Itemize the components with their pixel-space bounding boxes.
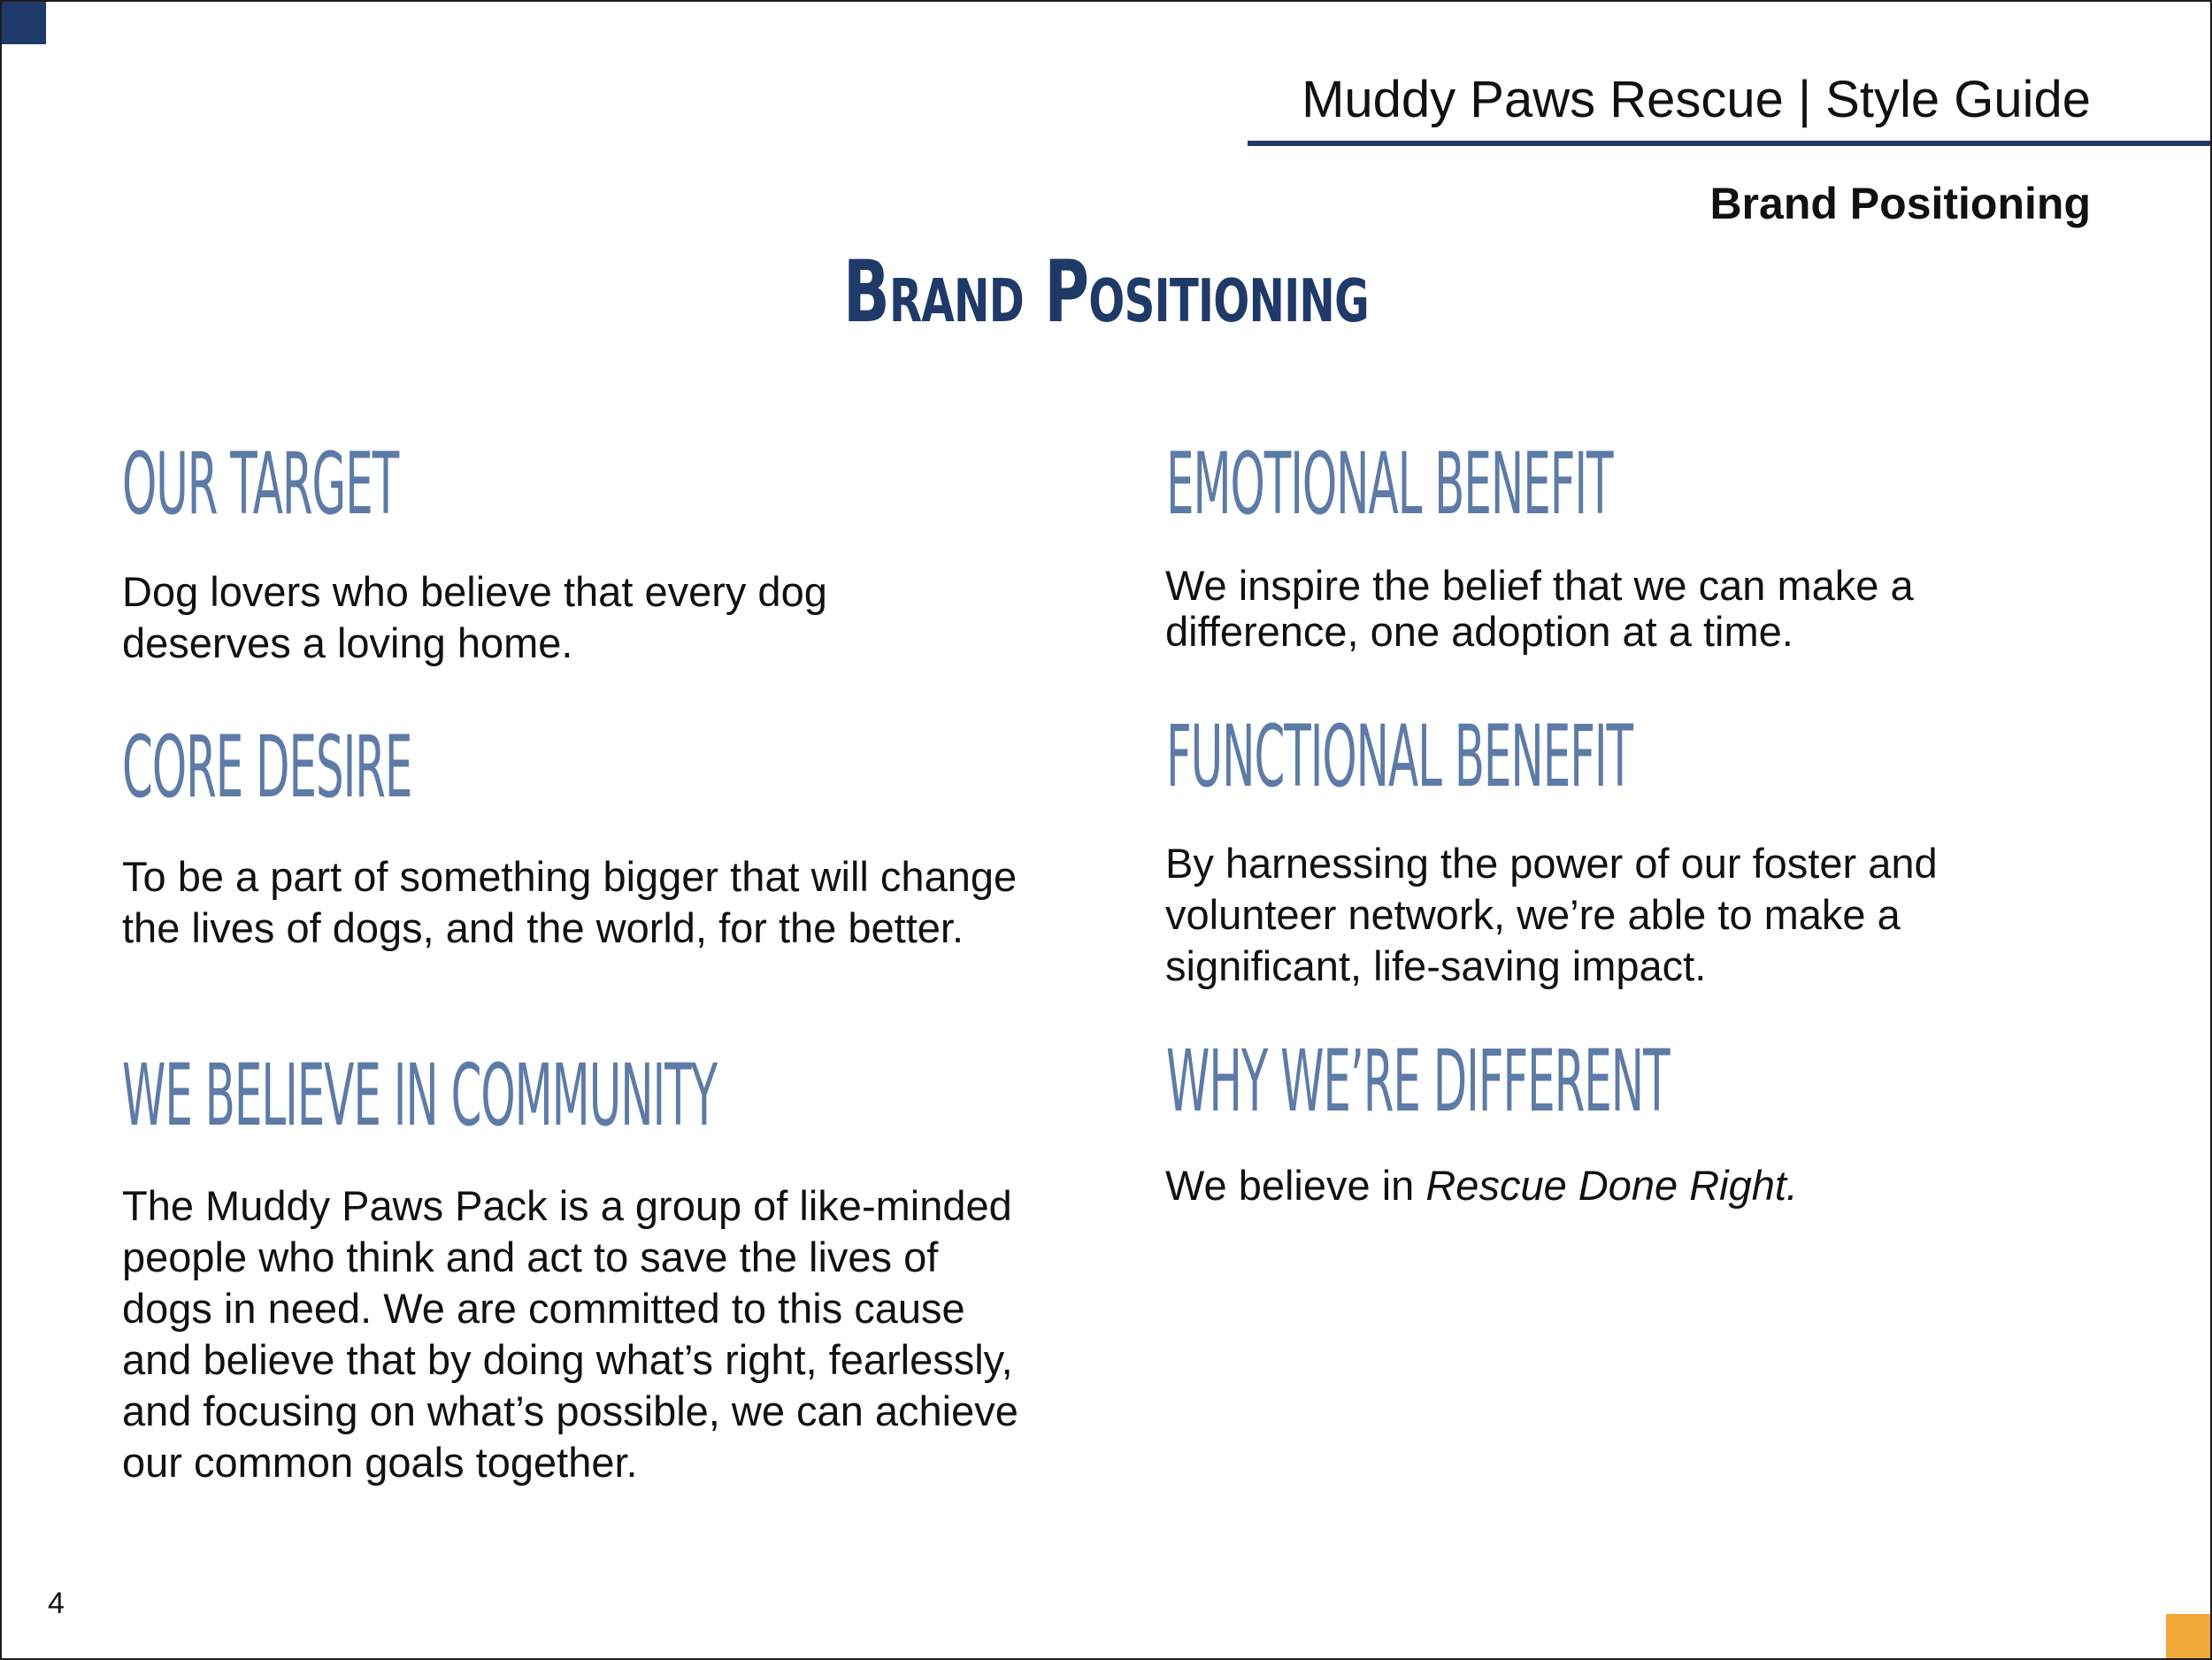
- functional-benefit-heading: FUNCTIONAL BENEFIT: [1166, 707, 1633, 806]
- our-target-body: Dog lovers who believe that every dog deserves a loving home.: [122, 568, 827, 666]
- our-target-heading: OUR TARGET: [122, 434, 399, 534]
- section-label: Brand Positioning: [1709, 179, 2091, 228]
- emotional-benefit-body: We inspire the belief that we can make a difference, one adoption at a time.: [1165, 562, 1914, 655]
- page-title: Brand Positioning: [843, 242, 1369, 342]
- why-different-emphasis: Rescue Done Right.: [1425, 1162, 1798, 1209]
- core-desire-heading: CORE DESIRE: [122, 718, 412, 817]
- community-body: The Muddy Paws Pack is a group of like-minded people who think and act to save the lives of dogs in need. We are committed to this cause and believe that by doing what’s right, fearlessly, and focusing on what’s possible, we can achieve our common goals together.: [122, 1182, 1018, 1486]
- community-heading: WE BELIEVE IN COMMUNITY: [122, 1046, 718, 1145]
- core-desire-body: To be a part of something bigger that will change the lives of dogs, and the world, for the better.: [122, 853, 1018, 951]
- page-number: 4: [48, 1587, 65, 1620]
- document-title: Muddy Paws Rescue | Style Guide: [1302, 71, 2091, 128]
- corner-accent-bottom-right: [2166, 1614, 2210, 1658]
- why-different-heading: WHY WE’RE DIFFERENT: [1166, 1032, 1670, 1131]
- why-different-body: [1165, 1160, 2050, 1211]
- functional-benefit-body: By harnessing the power of our foster and volunteer network, we’re able to make a significant, life-saving impact.: [1165, 840, 1938, 989]
- emotional-benefit-heading: EMOTIONAL BENEFIT: [1166, 434, 1613, 534]
- corner-accent-top-left: [2, 2, 46, 44]
- why-different-body-prefix: We believe in: [1165, 1162, 1426, 1209]
- header-divider: [1248, 141, 2210, 146]
